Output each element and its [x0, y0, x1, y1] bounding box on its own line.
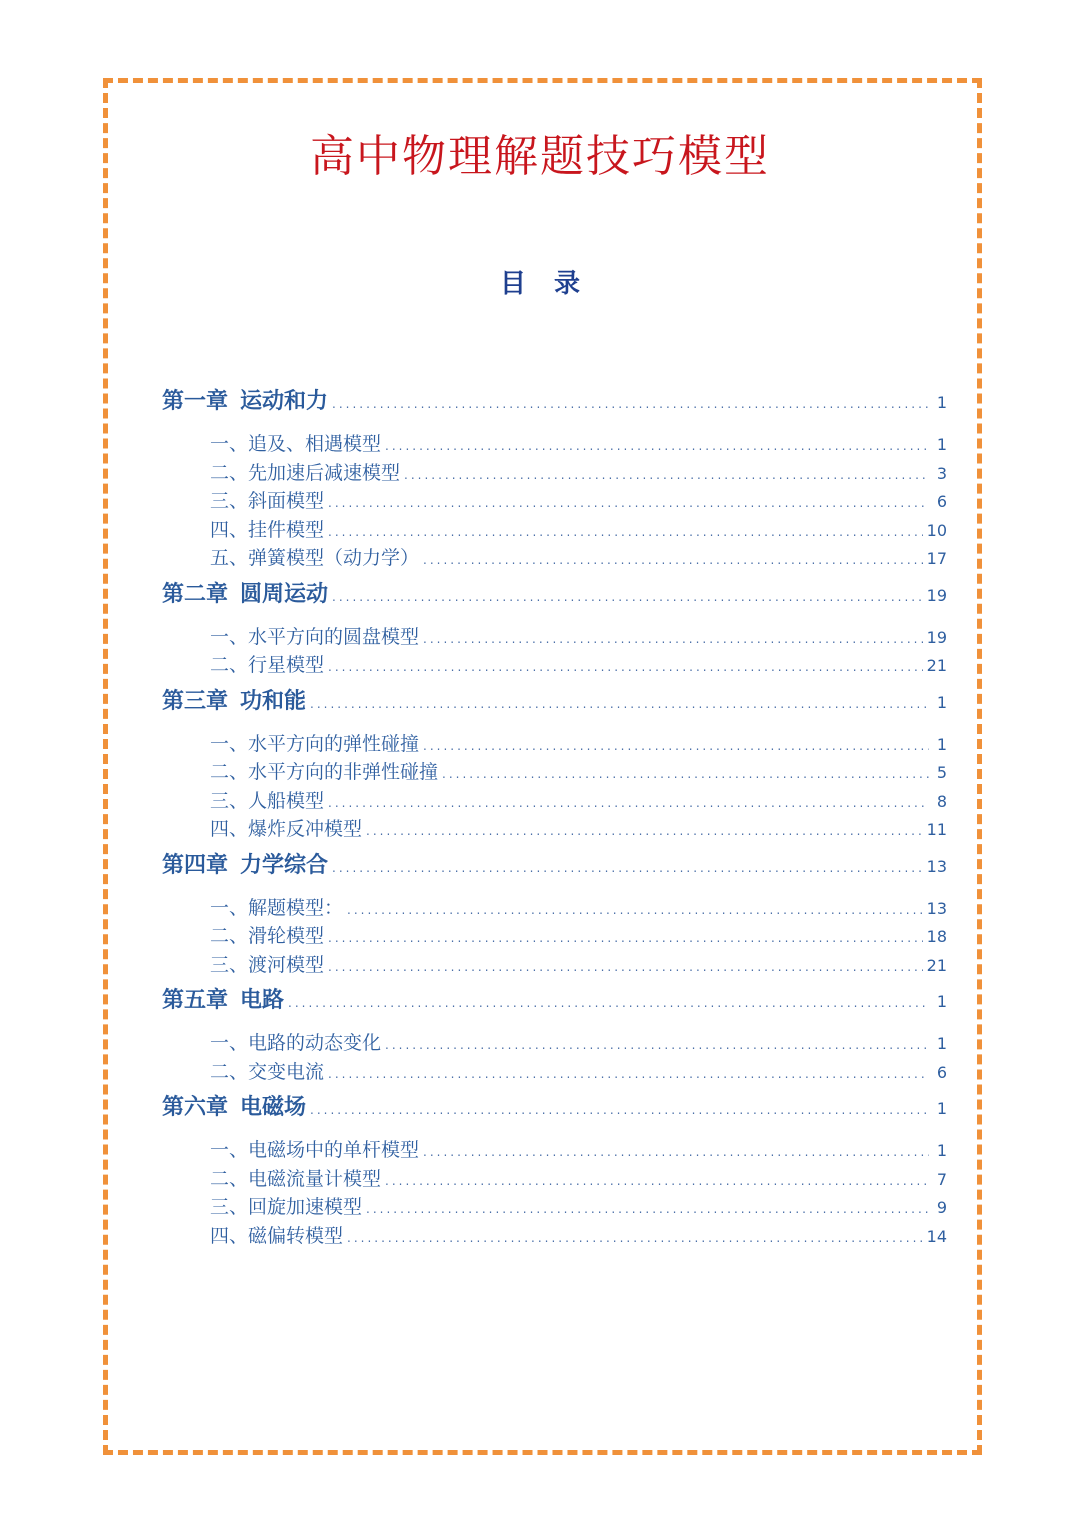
dot-leader	[347, 1224, 923, 1253]
dot-leader	[332, 384, 929, 424]
section-title: 二、水平方向的非弹性碰撞	[210, 761, 439, 783]
chapter-title	[162, 682, 306, 722]
page-number: 13	[926, 856, 947, 876]
toc-chapter-entry[interactable]	[162, 575, 947, 615]
section-title: 四、挂件模型	[210, 518, 325, 541]
page-number: 8	[936, 791, 947, 811]
toc-section-entry[interactable]	[162, 623, 947, 652]
chapter-name: 电路	[240, 988, 285, 1013]
chapter-name: 力学综合	[240, 852, 329, 878]
page-number: 1	[936, 1141, 947, 1160]
dot-leader	[423, 546, 923, 575]
toc-section-entry[interactable]	[162, 894, 947, 923]
toc-section-entry[interactable]	[162, 1136, 947, 1165]
toc-section-entry[interactable]	[162, 430, 947, 459]
dot-leader	[385, 432, 929, 461]
dot-leader	[442, 760, 929, 789]
toc-section-entry[interactable]	[162, 787, 947, 816]
section-title: 三、人船模型	[210, 789, 325, 812]
toc-section-entry[interactable]	[162, 487, 947, 516]
toc-chapter-entry[interactable]	[162, 682, 947, 722]
chapter-number: 第六章	[162, 1095, 229, 1120]
page-number: 10	[926, 520, 947, 540]
section-title: 三、回旋加速模型	[210, 1196, 363, 1218]
toc-section-entry[interactable]	[162, 1058, 947, 1087]
document-title: 高中物理解题技巧模型	[310, 131, 770, 182]
chapter-title	[162, 575, 328, 615]
toc-section-entry[interactable]	[162, 544, 947, 573]
dot-leader	[310, 684, 929, 724]
toc-section-entry[interactable]	[162, 516, 947, 545]
dot-leader	[288, 983, 929, 1023]
page-number: 1	[936, 992, 947, 1011]
chapter-title	[162, 1088, 306, 1128]
chapter-number: 第四章	[162, 852, 229, 878]
page-number: 21	[926, 955, 947, 975]
page-number: 6	[936, 492, 947, 511]
page-number: 1	[936, 1034, 947, 1053]
toc-chapter-entry[interactable]	[162, 1088, 947, 1128]
page-number: 14	[926, 1226, 947, 1246]
section-title: 一、电磁场中的单杆模型	[210, 1139, 420, 1161]
section-title: 一、追及、相遇模型	[210, 433, 382, 455]
toc-section-entry[interactable]	[162, 951, 947, 980]
toc-section-entry[interactable]	[162, 651, 947, 680]
section-title: 二、交变电流	[210, 1060, 325, 1083]
toc-section-entry[interactable]	[162, 1222, 947, 1251]
dot-leader	[423, 732, 929, 761]
chapter-name: 圆周运动	[240, 581, 329, 607]
dot-leader	[328, 789, 929, 818]
toc-heading	[0, 266, 1080, 302]
table-of-contents	[162, 378, 947, 1250]
page-number: 5	[936, 763, 947, 782]
dot-leader	[328, 1060, 929, 1089]
toc-chapter-entry[interactable]	[162, 846, 947, 886]
dot-leader	[328, 653, 923, 682]
page-number: 1	[936, 692, 947, 712]
section-title: 二、滑轮模型	[210, 925, 325, 947]
dot-leader	[347, 896, 923, 925]
dot-leader	[332, 848, 923, 888]
chapter-title	[162, 382, 328, 422]
chapter-name: 功和能	[240, 688, 307, 714]
toc-section-entry[interactable]	[162, 922, 947, 951]
page-number: 9	[936, 1198, 947, 1217]
section-title: 二、行星模型	[210, 654, 325, 676]
section-title: 二、电磁流量计模型	[210, 1167, 382, 1190]
toc-section-entry[interactable]	[162, 758, 947, 787]
dot-leader	[328, 518, 923, 547]
section-title: 三、斜面模型	[210, 490, 325, 512]
section-title: 四、爆炸反冲模型	[210, 818, 363, 840]
toc-heading-char-2: 录	[554, 269, 581, 299]
section-title: 二、先加速后减速模型	[210, 461, 401, 484]
page-number: 18	[926, 927, 947, 946]
page-number: 17	[926, 549, 947, 568]
chapter-name: 运动和力	[240, 389, 329, 414]
dot-leader	[328, 924, 923, 953]
toc-section-entry[interactable]	[162, 815, 947, 844]
page-number: 13	[926, 898, 947, 918]
section-title: 一、解题模型：	[210, 896, 344, 919]
page-number: 19	[926, 627, 947, 647]
dot-leader	[366, 1195, 929, 1224]
page-number: 19	[926, 585, 947, 605]
toc-section-entry[interactable]	[162, 730, 947, 759]
chapter-number: 第二章	[162, 581, 229, 607]
chapter-number: 第一章	[162, 389, 229, 414]
dot-leader	[423, 625, 923, 654]
toc-heading-char-1: 目	[499, 269, 526, 299]
chapter-number: 第五章	[162, 988, 229, 1013]
dot-leader	[366, 817, 923, 846]
toc-section-entry[interactable]	[162, 1165, 947, 1194]
dot-leader	[328, 489, 929, 518]
dot-leader	[423, 1138, 929, 1167]
toc-section-entry[interactable]	[162, 1193, 947, 1222]
chapter-name: 电磁场	[240, 1095, 307, 1120]
page-number: 1	[936, 734, 947, 754]
page-number: 6	[936, 1062, 947, 1082]
page-number: 3	[936, 463, 947, 483]
section-title: 一、水平方向的圆盘模型	[210, 625, 420, 648]
page-number: 1	[936, 393, 947, 412]
section-title: 三、渡河模型	[210, 953, 325, 976]
toc-chapter-entry[interactable]	[162, 981, 947, 1021]
dot-leader	[385, 1167, 929, 1196]
section-title: 四、磁偏转模型	[210, 1224, 344, 1247]
page-number: 11	[926, 820, 947, 839]
page-number: 7	[936, 1169, 947, 1189]
toc-section-entry[interactable]	[162, 1029, 947, 1058]
section-title: 一、水平方向的弹性碰撞	[210, 732, 420, 755]
dot-leader	[332, 577, 923, 617]
page-number: 1	[936, 435, 947, 454]
section-title: 五、弹簧模型（动力学）	[210, 547, 420, 569]
dot-leader	[328, 953, 923, 982]
page-number: 21	[926, 656, 947, 675]
toc-section-entry[interactable]	[162, 459, 947, 488]
section-title: 一、电路的动态变化	[210, 1032, 382, 1054]
page-number: 1	[936, 1099, 947, 1118]
chapter-title	[162, 846, 328, 886]
chapter-title	[162, 981, 284, 1021]
dot-leader	[385, 1031, 929, 1060]
chapter-number: 第三章	[162, 688, 229, 714]
dot-leader	[310, 1090, 929, 1130]
dot-leader	[404, 461, 929, 490]
toc-chapter-entry[interactable]	[162, 382, 947, 422]
